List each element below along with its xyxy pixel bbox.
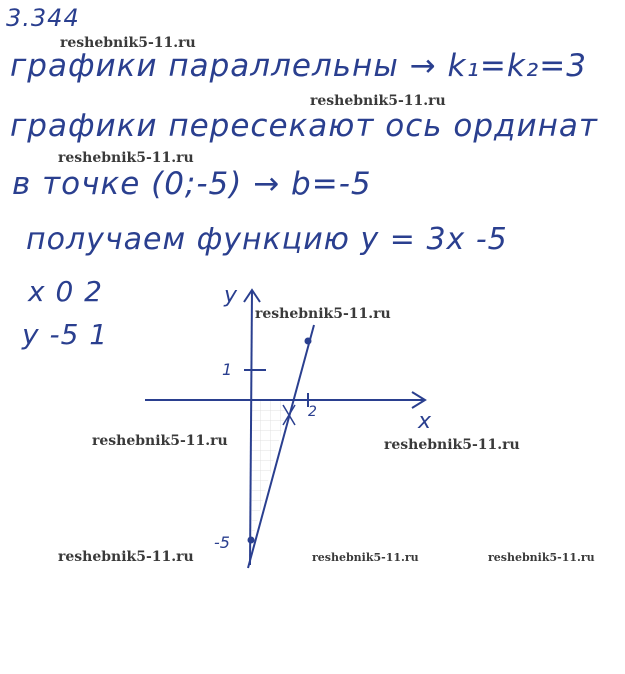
watermark: reshebnik5-11.ru xyxy=(255,306,391,322)
solution-line-1: графики параллельны → k₁=k₂=3 xyxy=(10,48,587,84)
watermark: reshebnik5-11.ru xyxy=(312,551,419,564)
solution-line-4: получаем функцию y = 3x -5 xyxy=(26,222,508,257)
hatched-region xyxy=(252,400,290,540)
point-2-1 xyxy=(305,338,312,345)
watermark: reshebnik5-11.ru xyxy=(384,437,520,453)
values-table-y-row: y -5 1 xyxy=(22,318,109,351)
values-table-x-row: x 0 2 xyxy=(28,275,103,308)
watermark: reshebnik5-11.ru xyxy=(60,35,196,51)
y-axis xyxy=(250,290,252,565)
x-tick-label: 2 xyxy=(308,404,317,420)
point-0-minus5 xyxy=(248,537,255,544)
watermark: reshebnik5-11.ru xyxy=(488,551,595,564)
x-axis-label: x xyxy=(418,409,432,434)
solution-line-3: в точке (0;-5) → b=-5 xyxy=(12,166,372,202)
watermark: reshebnik5-11.ru xyxy=(58,150,194,166)
y-axis-label: y xyxy=(224,283,238,308)
intercept-label: -5 xyxy=(214,533,230,552)
watermark: reshebnik5-11.ru xyxy=(92,433,228,449)
watermark: reshebnik5-11.ru xyxy=(58,549,194,565)
solution-line-2: графики пересекают ось ординат xyxy=(10,108,598,144)
y-tick-label: 1 xyxy=(222,360,233,379)
watermark: reshebnik5-11.ru xyxy=(310,93,446,109)
problem-number: 3.344 xyxy=(6,4,80,32)
